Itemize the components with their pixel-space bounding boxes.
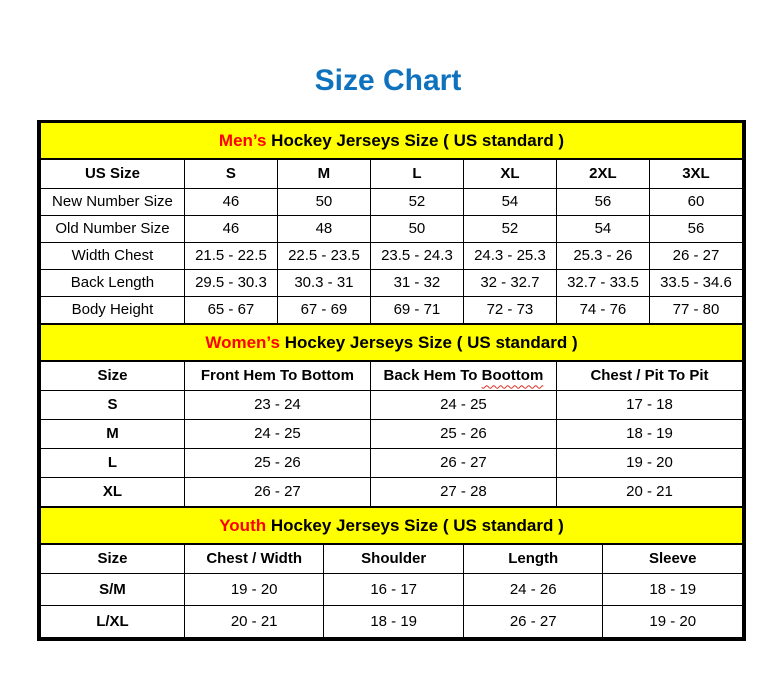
column-header: L (370, 159, 463, 189)
cell-value: 60 (649, 189, 742, 216)
cell-value: 26 - 27 (649, 243, 742, 270)
section-band-accent-text: Men’s (218, 130, 267, 150)
cell-value: 24 - 26 (463, 574, 603, 606)
cell-value: 22.5 - 23.5 (277, 243, 370, 270)
column-header: Size (41, 361, 185, 391)
cell-value: 67 - 69 (277, 297, 370, 324)
table-row (41, 449, 743, 478)
section-band-rest-text: Hockey Jerseys Size ( US standard ) (279, 332, 578, 352)
column-header-row (41, 361, 743, 391)
cell-value: 20 - 21 (556, 478, 742, 507)
table-row (41, 270, 743, 297)
section-band-rest-text: Hockey Jerseys Size ( US standard ) (266, 515, 564, 535)
table-row (41, 243, 743, 270)
mens-size-table (40, 123, 743, 324)
cell-value: 50 (277, 189, 370, 216)
cell-value: 16 - 17 (324, 574, 464, 606)
cell-value: 69 - 71 (370, 297, 463, 324)
cell-value: 31 - 32 (370, 270, 463, 297)
cell-value: 30.3 - 31 (277, 270, 370, 297)
cell-value: 32 - 32.7 (463, 270, 556, 297)
cell-value: 25 - 26 (184, 449, 370, 478)
row-label: S/M (41, 574, 185, 606)
row-label: Back Length (41, 270, 185, 297)
cell-value: 20 - 21 (184, 606, 324, 638)
cell-value: 25.3 - 26 (556, 243, 649, 270)
cell-value: 19 - 20 (184, 574, 324, 606)
table-row (41, 189, 743, 216)
table-row (41, 574, 743, 606)
cell-value: 65 - 67 (184, 297, 277, 324)
cell-value: 26 - 27 (370, 449, 556, 478)
column-header: Shoulder (324, 544, 464, 574)
cell-value: 18 - 19 (603, 574, 743, 606)
cell-value: 24.3 - 25.3 (463, 243, 556, 270)
cell-value: 19 - 20 (603, 606, 743, 638)
row-label: L (41, 449, 185, 478)
cell-value: 24 - 25 (184, 420, 370, 449)
cell-value: 46 (184, 189, 277, 216)
cell-value: 72 - 73 (463, 297, 556, 324)
cell-value: 24 - 25 (370, 391, 556, 420)
column-header: Size (41, 544, 185, 574)
column-header: Sleeve (603, 544, 743, 574)
cell-value: 77 - 80 (649, 297, 742, 324)
column-header: US Size (41, 159, 185, 189)
column-header: Back Hem To Boottom (370, 361, 556, 391)
row-label: S (41, 391, 185, 420)
section-band-rest-text: Hockey Jerseys Size ( US standard ) (266, 130, 565, 150)
column-header: 3XL (649, 159, 742, 189)
section-band (41, 325, 743, 362)
cell-value: 48 (277, 216, 370, 243)
table-row (41, 606, 743, 638)
cell-value: 21.5 - 22.5 (184, 243, 277, 270)
section-band (41, 508, 743, 545)
size-tables-outline (37, 120, 746, 641)
cell-value: 27 - 28 (370, 478, 556, 507)
section-band (41, 123, 743, 159)
cell-value: 32.7 - 33.5 (556, 270, 649, 297)
cell-value: 56 (649, 216, 742, 243)
table-row (41, 297, 743, 324)
womens-size-table (40, 324, 743, 507)
cell-value: 23.5 - 24.3 (370, 243, 463, 270)
cell-value: 19 - 20 (556, 449, 742, 478)
row-label: L/XL (41, 606, 185, 638)
cell-value: 50 (370, 216, 463, 243)
youth-size-table (40, 507, 743, 638)
misspelled-word: Boottom (481, 367, 544, 385)
column-header: M (277, 159, 370, 189)
column-header: S (184, 159, 277, 189)
cell-value: 26 - 27 (463, 606, 603, 638)
cell-value: 23 - 24 (184, 391, 370, 420)
cell-value: 17 - 18 (556, 391, 742, 420)
section-band-row (41, 325, 743, 362)
cell-value: 74 - 76 (556, 297, 649, 324)
cell-value: 33.5 - 34.6 (649, 270, 742, 297)
column-header: XL (463, 159, 556, 189)
table-row (41, 478, 743, 507)
cell-value: 54 (463, 189, 556, 216)
cell-value: 25 - 26 (370, 420, 556, 449)
cell-value: 46 (184, 216, 277, 243)
row-label: New Number Size (41, 189, 185, 216)
section-band-accent-text: Women’s (205, 332, 280, 352)
column-header-row (41, 159, 743, 189)
section-band-row (41, 123, 743, 159)
cell-value: 56 (556, 189, 649, 216)
cell-value: 26 - 27 (184, 478, 370, 507)
page-title: Size Chart (314, 64, 462, 97)
row-label: Width Chest (41, 243, 185, 270)
column-header: 2XL (556, 159, 649, 189)
column-header-row (41, 544, 743, 574)
column-header: Length (463, 544, 603, 574)
table-row (41, 216, 743, 243)
table-row (41, 391, 743, 420)
row-label: Body Height (41, 297, 185, 324)
cell-value: 29.5 - 30.3 (184, 270, 277, 297)
cell-value: 18 - 19 (556, 420, 742, 449)
section-band-row (41, 508, 743, 545)
section-band-accent-text: Youth (219, 515, 267, 535)
cell-value: 52 (463, 216, 556, 243)
table-row (41, 420, 743, 449)
row-label: M (41, 420, 185, 449)
column-header: Chest / Pit To Pit (556, 361, 742, 391)
row-label: XL (41, 478, 185, 507)
cell-value: 52 (370, 189, 463, 216)
row-label: Old Number Size (41, 216, 185, 243)
cell-value: 18 - 19 (324, 606, 464, 638)
cell-value: 54 (556, 216, 649, 243)
column-header: Front Hem To Bottom (184, 361, 370, 391)
column-header: Chest / Width (184, 544, 324, 574)
